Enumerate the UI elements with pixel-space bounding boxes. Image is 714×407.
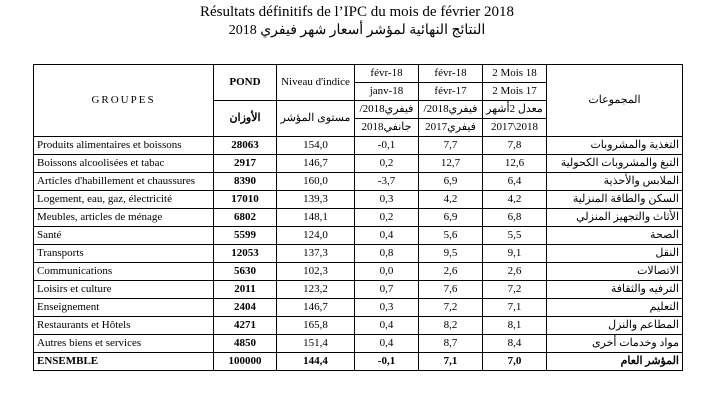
table-row xyxy=(34,173,683,191)
table-row xyxy=(34,335,683,353)
pond-cell: 17010 xyxy=(214,191,277,209)
col3-ar1: معدل 2أشهر xyxy=(483,101,547,119)
niveau-ar-header: مستوى المؤشر xyxy=(277,101,355,137)
var-month-cell: -0,1 xyxy=(355,137,419,155)
table-row xyxy=(34,281,683,299)
pond-cell: 2917 xyxy=(214,155,277,173)
var-month-cell: 0,4 xyxy=(355,335,419,353)
col3-mid: 2 Mois 17 xyxy=(483,83,547,101)
pond-cell: 2011 xyxy=(214,281,277,299)
var-month-cell: 0,7 xyxy=(355,281,419,299)
var-year-cell: 8,2 xyxy=(419,317,483,335)
group-ar-cell: التبغ والمشروبات الكحولية xyxy=(547,155,683,173)
table-row xyxy=(34,137,683,155)
niveau-cell: 154,0 xyxy=(277,137,355,155)
group-ar-cell: الاتصالات xyxy=(547,263,683,281)
var-year-cell: 12,7 xyxy=(419,155,483,173)
pond-cell: 100000 xyxy=(214,353,277,371)
group-fr-cell: Boissons alcoolisées et tabac xyxy=(34,155,214,173)
niveau-cell: 146,7 xyxy=(277,299,355,317)
table-row xyxy=(34,155,683,173)
group-fr-cell: ENSEMBLE xyxy=(34,353,214,371)
pond-cell: 6802 xyxy=(214,209,277,227)
table-row xyxy=(34,245,683,263)
var-avg-cell: 7,1 xyxy=(483,299,547,317)
pond-cell: 12053 xyxy=(214,245,277,263)
var-year-cell: 6,9 xyxy=(419,173,483,191)
groupes-ar-header: المجموعات xyxy=(547,65,683,137)
pond-cell: 4271 xyxy=(214,317,277,335)
table-header xyxy=(34,65,683,137)
var-month-cell: 0,0 xyxy=(355,263,419,281)
group-ar-cell: المطاعم والنزل xyxy=(547,317,683,335)
group-ar-cell: مواد وخدمات أخرى xyxy=(547,335,683,353)
group-fr-cell: Restaurants et Hôtels xyxy=(34,317,214,335)
group-ar-cell: السكن والطاقة المنزلية xyxy=(547,191,683,209)
pond-cell: 5599 xyxy=(214,227,277,245)
pond-cell: 4850 xyxy=(214,335,277,353)
table-body xyxy=(34,137,683,371)
var-year-cell: 7,7 xyxy=(419,137,483,155)
group-fr-cell: Meubles, articles de ménage xyxy=(34,209,214,227)
group-ar-cell: الملابس والأحذية xyxy=(547,173,683,191)
table-row xyxy=(34,263,683,281)
col1-ar2: جانفي2018 xyxy=(355,119,419,137)
groupes-fr-header: GROUPES xyxy=(34,65,214,137)
col2-ar2: فيفري2017 xyxy=(419,119,483,137)
table-row xyxy=(34,299,683,317)
niveau-cell: 139,3 xyxy=(277,191,355,209)
var-avg-cell: 8,4 xyxy=(483,335,547,353)
var-avg-cell: 7,8 xyxy=(483,137,547,155)
var-avg-cell: 7,2 xyxy=(483,281,547,299)
pond-cell: 28063 xyxy=(214,137,277,155)
table-row xyxy=(34,209,683,227)
pond-cell: 8390 xyxy=(214,173,277,191)
var-month-cell: -0,1 xyxy=(355,353,419,371)
var-avg-cell: 12,6 xyxy=(483,155,547,173)
var-avg-cell: 6,8 xyxy=(483,209,547,227)
table-row xyxy=(34,317,683,335)
niveau-cell: 151,4 xyxy=(277,335,355,353)
group-fr-cell: Santé xyxy=(34,227,214,245)
niveau-cell: 165,8 xyxy=(277,317,355,335)
niveau-cell: 160,0 xyxy=(277,173,355,191)
var-year-cell: 7,2 xyxy=(419,299,483,317)
var-month-cell: 0,3 xyxy=(355,299,419,317)
table-row xyxy=(34,191,683,209)
group-ar-cell: الأثاث والتجهيز المنزلي xyxy=(547,209,683,227)
group-fr-cell: Enseignement xyxy=(34,299,214,317)
col2-ar1: فيفري2018/ xyxy=(419,101,483,119)
var-year-cell: 7,1 xyxy=(419,353,483,371)
group-fr-cell: Communications xyxy=(34,263,214,281)
var-avg-cell: 9,1 xyxy=(483,245,547,263)
group-fr-cell: Produits alimentaires et boissons xyxy=(34,137,214,155)
var-month-cell: 0,2 xyxy=(355,155,419,173)
niveau-cell: 102,3 xyxy=(277,263,355,281)
group-fr-cell: Autres biens et services xyxy=(34,335,214,353)
niveau-cell: 137,3 xyxy=(277,245,355,263)
col2-mid: févr-17 xyxy=(419,83,483,101)
table-row xyxy=(34,227,683,245)
col1-mid: janv-18 xyxy=(355,83,419,101)
group-ar-cell: الصحة xyxy=(547,227,683,245)
var-year-cell: 4,2 xyxy=(419,191,483,209)
group-fr-cell: Logement, eau, gaz, électricité xyxy=(34,191,214,209)
pond-cell: 2404 xyxy=(214,299,277,317)
niveau-cell: 146,7 xyxy=(277,155,355,173)
group-ar-cell: التعليم xyxy=(547,299,683,317)
col3-ar2: 2017\2018 xyxy=(483,119,547,137)
col2-top: févr-18 xyxy=(419,65,483,83)
niveau-cell: 123,2 xyxy=(277,281,355,299)
pond-cell: 5630 xyxy=(214,263,277,281)
var-year-cell: 9,5 xyxy=(419,245,483,263)
title-ar: النتائج النهائية لمؤشر أسعار شهر فيفري 2018 xyxy=(228,23,486,38)
title-fr: Résultats définitifs de l’IPC du mois de février 2018 xyxy=(199,4,515,20)
var-avg-cell: 7,0 xyxy=(483,353,547,371)
var-month-cell: 0,2 xyxy=(355,209,419,227)
var-month-cell: 0,4 xyxy=(355,227,419,245)
col1-top: févr-18 xyxy=(355,65,419,83)
col1-ar1: فيفري2018/ xyxy=(355,101,419,119)
var-avg-cell: 8,1 xyxy=(483,317,547,335)
ipc-table xyxy=(33,64,683,371)
var-month-cell: 0,8 xyxy=(355,245,419,263)
group-fr-cell: Loisirs et culture xyxy=(34,281,214,299)
group-fr-cell: Articles d'habillement et chaussures xyxy=(34,173,214,191)
niveau-fr-header: Niveau d'indice xyxy=(277,65,355,101)
group-ar-cell: الترفيه والثقافة xyxy=(547,281,683,299)
var-year-cell: 7,6 xyxy=(419,281,483,299)
var-avg-cell: 5,5 xyxy=(483,227,547,245)
niveau-cell: 148,1 xyxy=(277,209,355,227)
var-year-cell: 2,6 xyxy=(419,263,483,281)
group-ar-cell: النقل xyxy=(547,245,683,263)
var-month-cell: 0,3 xyxy=(355,191,419,209)
var-month-cell: 0,4 xyxy=(355,317,419,335)
total-row xyxy=(34,353,683,371)
var-year-cell: 6,9 xyxy=(419,209,483,227)
col3-top: 2 Mois 18 xyxy=(483,65,547,83)
var-avg-cell: 2,6 xyxy=(483,263,547,281)
var-month-cell: -3,7 xyxy=(355,173,419,191)
pond-ar-header: الأوزان xyxy=(214,101,277,137)
var-year-cell: 5,6 xyxy=(419,227,483,245)
group-fr-cell: Transports xyxy=(34,245,214,263)
niveau-cell: 144,4 xyxy=(277,353,355,371)
group-ar-cell: التغذية والمشروبات xyxy=(547,137,683,155)
var-avg-cell: 6,4 xyxy=(483,173,547,191)
var-avg-cell: 4,2 xyxy=(483,191,547,209)
group-ar-cell: المؤشر العام xyxy=(547,353,683,371)
var-year-cell: 8,7 xyxy=(419,335,483,353)
pond-fr-header: POND xyxy=(214,65,277,101)
niveau-cell: 124,0 xyxy=(277,227,355,245)
